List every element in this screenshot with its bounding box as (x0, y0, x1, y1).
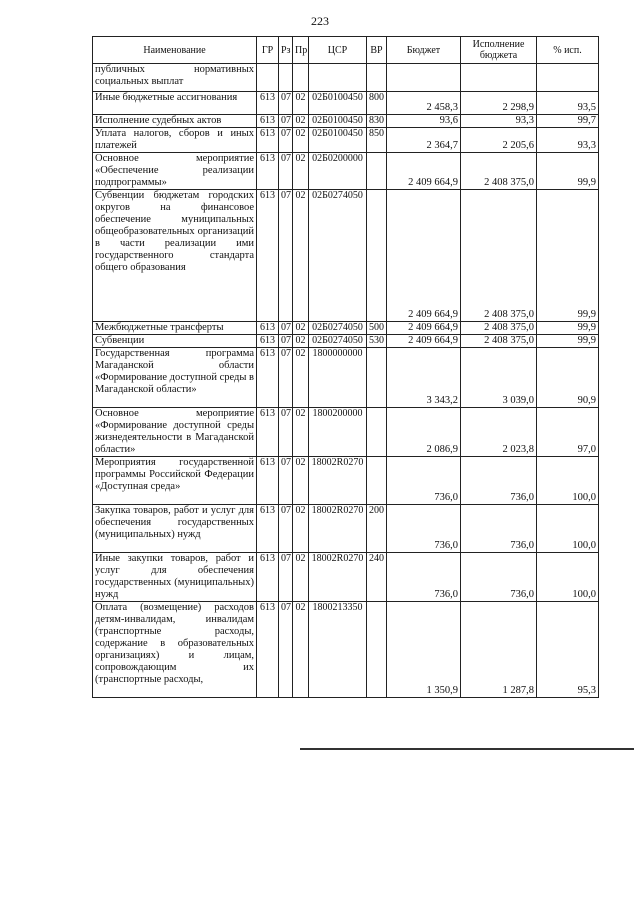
cell-name: Межбюджетные трансферты (93, 322, 257, 335)
cell-pr: 02 (293, 322, 309, 335)
cell-budget: 736,0 (387, 553, 461, 602)
cell-rz: 07 (279, 322, 293, 335)
cell-pr: 02 (293, 348, 309, 408)
cell-rz: 07 (279, 92, 293, 115)
cell-grbs: 613 (257, 153, 279, 190)
table-row (93, 457, 599, 505)
cell-csr: 02Б0100450 (309, 128, 367, 153)
cell-csr: 02Б0200000 (309, 153, 367, 190)
cell-vr (367, 64, 387, 92)
cell-percent: 93,3 (537, 128, 599, 153)
cell-name: Закупка товаров, работ и услуг для обеспечения государственных (муниципальных) нужд (93, 505, 257, 553)
cell-percent: 100,0 (537, 505, 599, 553)
cell-rz: 07 (279, 335, 293, 348)
cell-name: публичных нормативных социальных выплат (93, 64, 257, 92)
cell-grbs: 613 (257, 335, 279, 348)
cell-execution: 736,0 (461, 457, 537, 505)
cell-rz: 07 (279, 602, 293, 698)
cell-vr (367, 457, 387, 505)
cell-pr: 02 (293, 153, 309, 190)
cell-budget: 736,0 (387, 457, 461, 505)
cell-pr: 02 (293, 553, 309, 602)
cell-rz (279, 64, 293, 92)
cell-pr: 02 (293, 335, 309, 348)
cell-csr: 18002R0270 (309, 505, 367, 553)
table-row (93, 92, 599, 115)
cell-grbs: 613 (257, 92, 279, 115)
cell-budget: 2 409 664,9 (387, 153, 461, 190)
cell-rz: 07 (279, 115, 293, 128)
cell-grbs: 613 (257, 505, 279, 553)
cell-percent: 99,9 (537, 322, 599, 335)
cell-execution: 2 408 375,0 (461, 322, 537, 335)
table-row (93, 505, 599, 553)
bottom-rule (300, 748, 634, 750)
cell-name: Оплата (возмещение) расходов детям-инвалидам, инвалидам (транспортные расходы, содержание в образовательных организациях) и лицам, сопровождающим их (транспортные расходы, (93, 602, 257, 698)
cell-budget: 2 409 664,9 (387, 335, 461, 348)
cell-rz: 07 (279, 457, 293, 505)
cell-pr (293, 64, 309, 92)
cell-grbs: 613 (257, 322, 279, 335)
cell-rz: 07 (279, 128, 293, 153)
cell-budget: 3 343,2 (387, 348, 461, 408)
cell-budget: 1 350,9 (387, 602, 461, 698)
header-percent: % исп. (537, 37, 599, 64)
cell-vr (367, 153, 387, 190)
cell-percent (537, 64, 599, 92)
cell-vr: 500 (367, 322, 387, 335)
cell-grbs: 613 (257, 457, 279, 505)
cell-csr: 02Б0274050 (309, 190, 367, 322)
cell-name: Субвенции (93, 335, 257, 348)
header-pr: Пр (293, 37, 309, 64)
cell-percent: 100,0 (537, 457, 599, 505)
cell-budget: 93,6 (387, 115, 461, 128)
cell-vr: 800 (367, 92, 387, 115)
cell-csr: 18002R0270 (309, 553, 367, 602)
cell-name: Исполнение судебных актов (93, 115, 257, 128)
cell-rz: 07 (279, 505, 293, 553)
table-header-row (93, 37, 599, 64)
cell-csr: 02Б0100450 (309, 92, 367, 115)
cell-budget (387, 64, 461, 92)
cell-execution: 2 408 375,0 (461, 153, 537, 190)
cell-csr: 02Б0274050 (309, 335, 367, 348)
cell-budget: 2 364,7 (387, 128, 461, 153)
cell-pr: 02 (293, 128, 309, 153)
cell-pr: 02 (293, 408, 309, 457)
header-budget: Бюджет (387, 37, 461, 64)
cell-execution: 2 408 375,0 (461, 190, 537, 322)
cell-percent: 90,9 (537, 348, 599, 408)
cell-budget: 2 409 664,9 (387, 190, 461, 322)
cell-csr: 18002R0270 (309, 457, 367, 505)
cell-vr (367, 602, 387, 698)
cell-rz: 07 (279, 348, 293, 408)
cell-rz: 07 (279, 190, 293, 322)
cell-percent: 97,0 (537, 408, 599, 457)
cell-budget: 2 086,9 (387, 408, 461, 457)
cell-csr: 02Б0100450 (309, 115, 367, 128)
cell-percent: 99,7 (537, 115, 599, 128)
cell-name: Государственная программа Магаданской области «Формирование доступной среды в Магаданской области» (93, 348, 257, 408)
cell-grbs: 613 (257, 602, 279, 698)
cell-execution: 1 287,8 (461, 602, 537, 698)
cell-grbs: 613 (257, 128, 279, 153)
cell-pr: 02 (293, 115, 309, 128)
table-body (93, 64, 599, 698)
budget-execution-table (92, 36, 599, 698)
cell-rz: 07 (279, 153, 293, 190)
cell-vr (367, 408, 387, 457)
cell-execution: 736,0 (461, 505, 537, 553)
cell-execution (461, 64, 537, 92)
cell-csr: 1800000000 (309, 348, 367, 408)
cell-vr: 830 (367, 115, 387, 128)
cell-percent: 99,9 (537, 335, 599, 348)
table-row (93, 602, 599, 698)
cell-csr: 1800213350 (309, 602, 367, 698)
cell-vr: 200 (367, 505, 387, 553)
cell-pr: 02 (293, 92, 309, 115)
header-rz: Рз (279, 37, 293, 64)
cell-vr (367, 348, 387, 408)
cell-name: Основное мероприятие «Формирование доступной среды жизнедеятельности в Магаданской области» (93, 408, 257, 457)
cell-pr: 02 (293, 505, 309, 553)
cell-vr: 850 (367, 128, 387, 153)
cell-name: Мероприятия государственной программы Российской Федерации «Доступная среда» (93, 457, 257, 505)
cell-grbs (257, 64, 279, 92)
cell-budget: 2 458,3 (387, 92, 461, 115)
table-row (93, 64, 599, 92)
cell-rz: 07 (279, 408, 293, 457)
cell-grbs: 613 (257, 553, 279, 602)
header-execution: Исполнение бюджета (461, 37, 537, 64)
cell-name: Уплата налогов, сборов и иных платежей (93, 128, 257, 153)
cell-budget: 736,0 (387, 505, 461, 553)
cell-name: Иные закупки товаров, работ и услуг для обеспечения государственных (муниципальных) нужд (93, 553, 257, 602)
cell-percent: 100,0 (537, 553, 599, 602)
cell-percent: 95,3 (537, 602, 599, 698)
cell-percent: 99,9 (537, 190, 599, 322)
cell-budget: 2 409 664,9 (387, 322, 461, 335)
cell-vr (367, 190, 387, 322)
cell-csr (309, 64, 367, 92)
header-csr: ЦСР (309, 37, 367, 64)
cell-vr: 530 (367, 335, 387, 348)
cell-vr: 240 (367, 553, 387, 602)
header-grbs: ГР (257, 37, 279, 64)
cell-grbs: 613 (257, 348, 279, 408)
table-row (93, 115, 599, 128)
cell-name: Иные бюджетные ассигнования (93, 92, 257, 115)
cell-pr: 02 (293, 190, 309, 322)
cell-name: Основное мероприятие «Обеспечение реализации подпрограммы» (93, 153, 257, 190)
table-row (93, 348, 599, 408)
table-row (93, 553, 599, 602)
cell-execution: 2 205,6 (461, 128, 537, 153)
cell-rz: 07 (279, 553, 293, 602)
cell-execution: 2 408 375,0 (461, 335, 537, 348)
cell-csr: 1800200000 (309, 408, 367, 457)
table-row (93, 190, 599, 322)
cell-csr: 02Б0274050 (309, 322, 367, 335)
cell-execution: 3 039,0 (461, 348, 537, 408)
cell-grbs: 613 (257, 190, 279, 322)
cell-execution: 2 023,8 (461, 408, 537, 457)
cell-name: Субвенции бюджетам городских округов на финансовое обеспечение муниципальных общеобразовательных организаций в части реализации ими государственного стандарта общего образования (93, 190, 257, 322)
cell-pr: 02 (293, 457, 309, 505)
cell-execution: 2 298,9 (461, 92, 537, 115)
cell-percent: 93,5 (537, 92, 599, 115)
cell-execution: 736,0 (461, 553, 537, 602)
cell-execution: 93,3 (461, 115, 537, 128)
header-name: Наименование (93, 37, 257, 64)
table-row (93, 408, 599, 457)
header-vr: ВР (367, 37, 387, 64)
table-row (93, 153, 599, 190)
cell-pr: 02 (293, 602, 309, 698)
table-row (93, 322, 599, 335)
table-row (93, 335, 599, 348)
page-number: 223 (311, 14, 329, 28)
cell-grbs: 613 (257, 115, 279, 128)
cell-percent: 99,9 (537, 153, 599, 190)
table-row (93, 128, 599, 153)
cell-grbs: 613 (257, 408, 279, 457)
